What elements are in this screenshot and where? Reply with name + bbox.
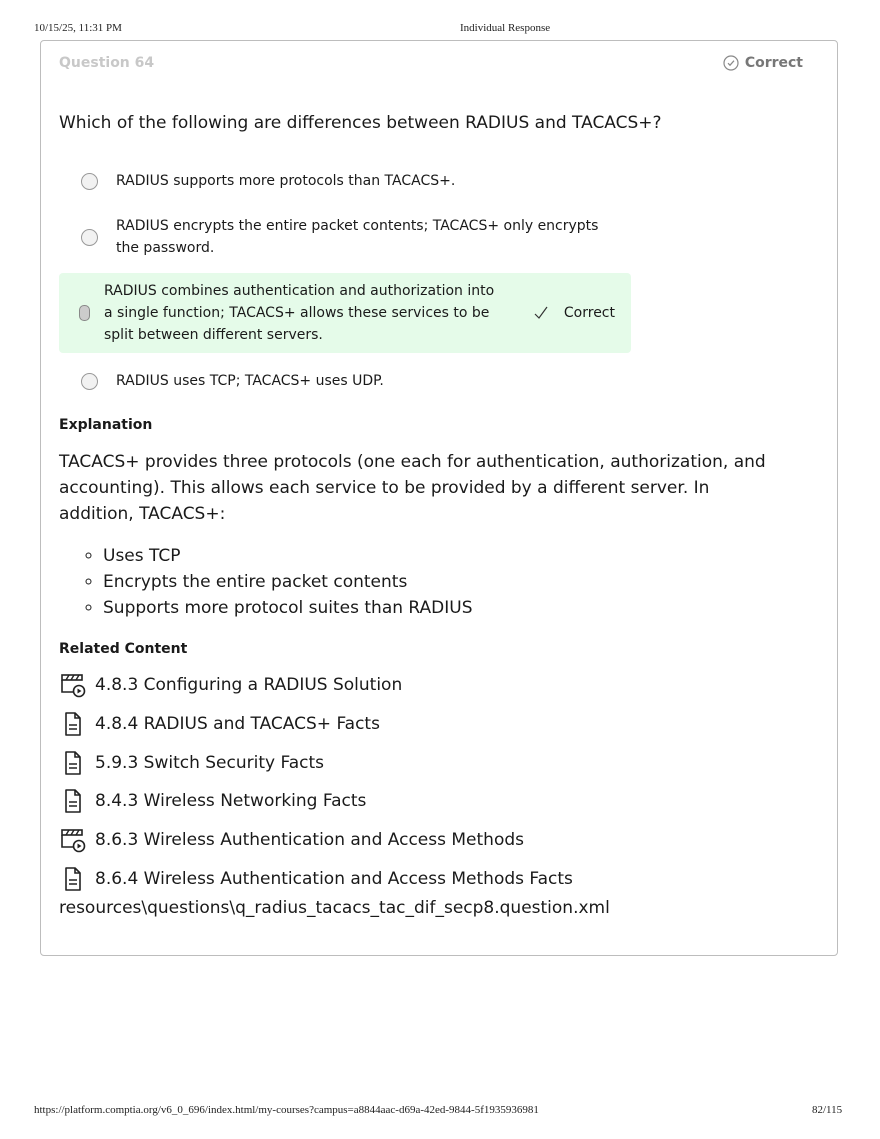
answer-option[interactable] <box>59 369 631 393</box>
answer-option-selected[interactable] <box>59 273 631 353</box>
bullet-item: ◦ Encrypts the entire packet contents <box>103 569 473 595</box>
related-link-label[interactable]: 5.9.3 Switch Security Facts <box>95 752 324 773</box>
related-link[interactable] <box>59 749 324 777</box>
option-text: RADIUS combines authentication and authorization into a single function; TACACS+ allows these services to be split between different servers. <box>104 283 495 343</box>
explanation-bullets <box>59 543 473 621</box>
radio-button[interactable] <box>81 173 98 190</box>
print-title: Individual Response <box>460 22 551 34</box>
bullet-item: ◦ Supports more protocol suites than RADIUS <box>103 595 473 621</box>
correct-label: Correct <box>563 305 615 321</box>
check-circle-icon <box>723 55 739 71</box>
answer-option[interactable] <box>59 213 619 261</box>
checkmark-icon <box>534 306 548 320</box>
print-datetime: 10/15/25, 11:31 PM <box>34 22 122 34</box>
related-link-label[interactable]: 4.8.4 RADIUS and TACACS+ Facts <box>95 713 380 734</box>
radio-button[interactable] <box>79 305 90 321</box>
print-url: https://platform.comptia.org/v6_0_696/index.html/my-courses?campus=a8844aac-d69a-42ed-9844-5f1935936981 <box>34 1104 539 1116</box>
explanation-heading: Explanation <box>59 417 153 433</box>
bullet-item: ◦ Uses TCP <box>103 543 473 569</box>
option-text: RADIUS uses TCP; TACACS+ uses UDP. <box>116 373 384 389</box>
question-text: Which of the following are differences between RADIUS and TACACS+? <box>59 113 662 133</box>
document-icon <box>59 865 87 893</box>
related-link-label[interactable]: 8.6.4 Wireless Authentication and Access Methods Facts <box>95 869 573 889</box>
document-icon <box>59 710 87 738</box>
question-number: Question 64 <box>59 55 155 71</box>
answer-option[interactable] <box>59 169 631 193</box>
status-text: Correct <box>744 55 803 71</box>
related-link-label[interactable]: 8.6.3 Wireless Authentication and Access Methods <box>95 830 524 851</box>
related-link[interactable] <box>59 865 573 893</box>
document-icon <box>59 787 87 815</box>
related-link[interactable] <box>59 671 402 699</box>
status-badge <box>723 55 803 71</box>
radio-button[interactable] <box>81 229 98 246</box>
video-icon <box>59 826 87 854</box>
correct-mark <box>534 302 615 324</box>
explanation-text: TACACS+ provides three protocols (one each for authentication, authorization, and accounting). This allows each service to be provided by a different server. In addition, TACACS+: <box>59 452 766 524</box>
related-link[interactable] <box>59 826 524 854</box>
option-text: RADIUS supports more protocols than TACACS+. <box>116 173 456 189</box>
page-number: 82/115 <box>812 1104 843 1116</box>
option-text: RADIUS encrypts the entire packet contents; TACACS+ only encrypts the password. <box>116 218 599 256</box>
resource-path: resources\questions\q_radius_tacacs_tac_dif_secp8.question.xml <box>59 898 610 918</box>
related-link-label[interactable]: 8.4.3 Wireless Networking Facts <box>95 791 367 812</box>
document-icon <box>59 749 87 777</box>
related-link[interactable] <box>59 710 380 738</box>
related-link[interactable] <box>59 787 366 815</box>
question-card <box>40 40 838 956</box>
radio-button[interactable] <box>81 373 98 390</box>
video-icon <box>59 671 87 699</box>
related-heading: Related Content <box>59 641 188 657</box>
related-link-label[interactable]: 4.8.3 Configuring a RADIUS Solution <box>95 675 403 695</box>
